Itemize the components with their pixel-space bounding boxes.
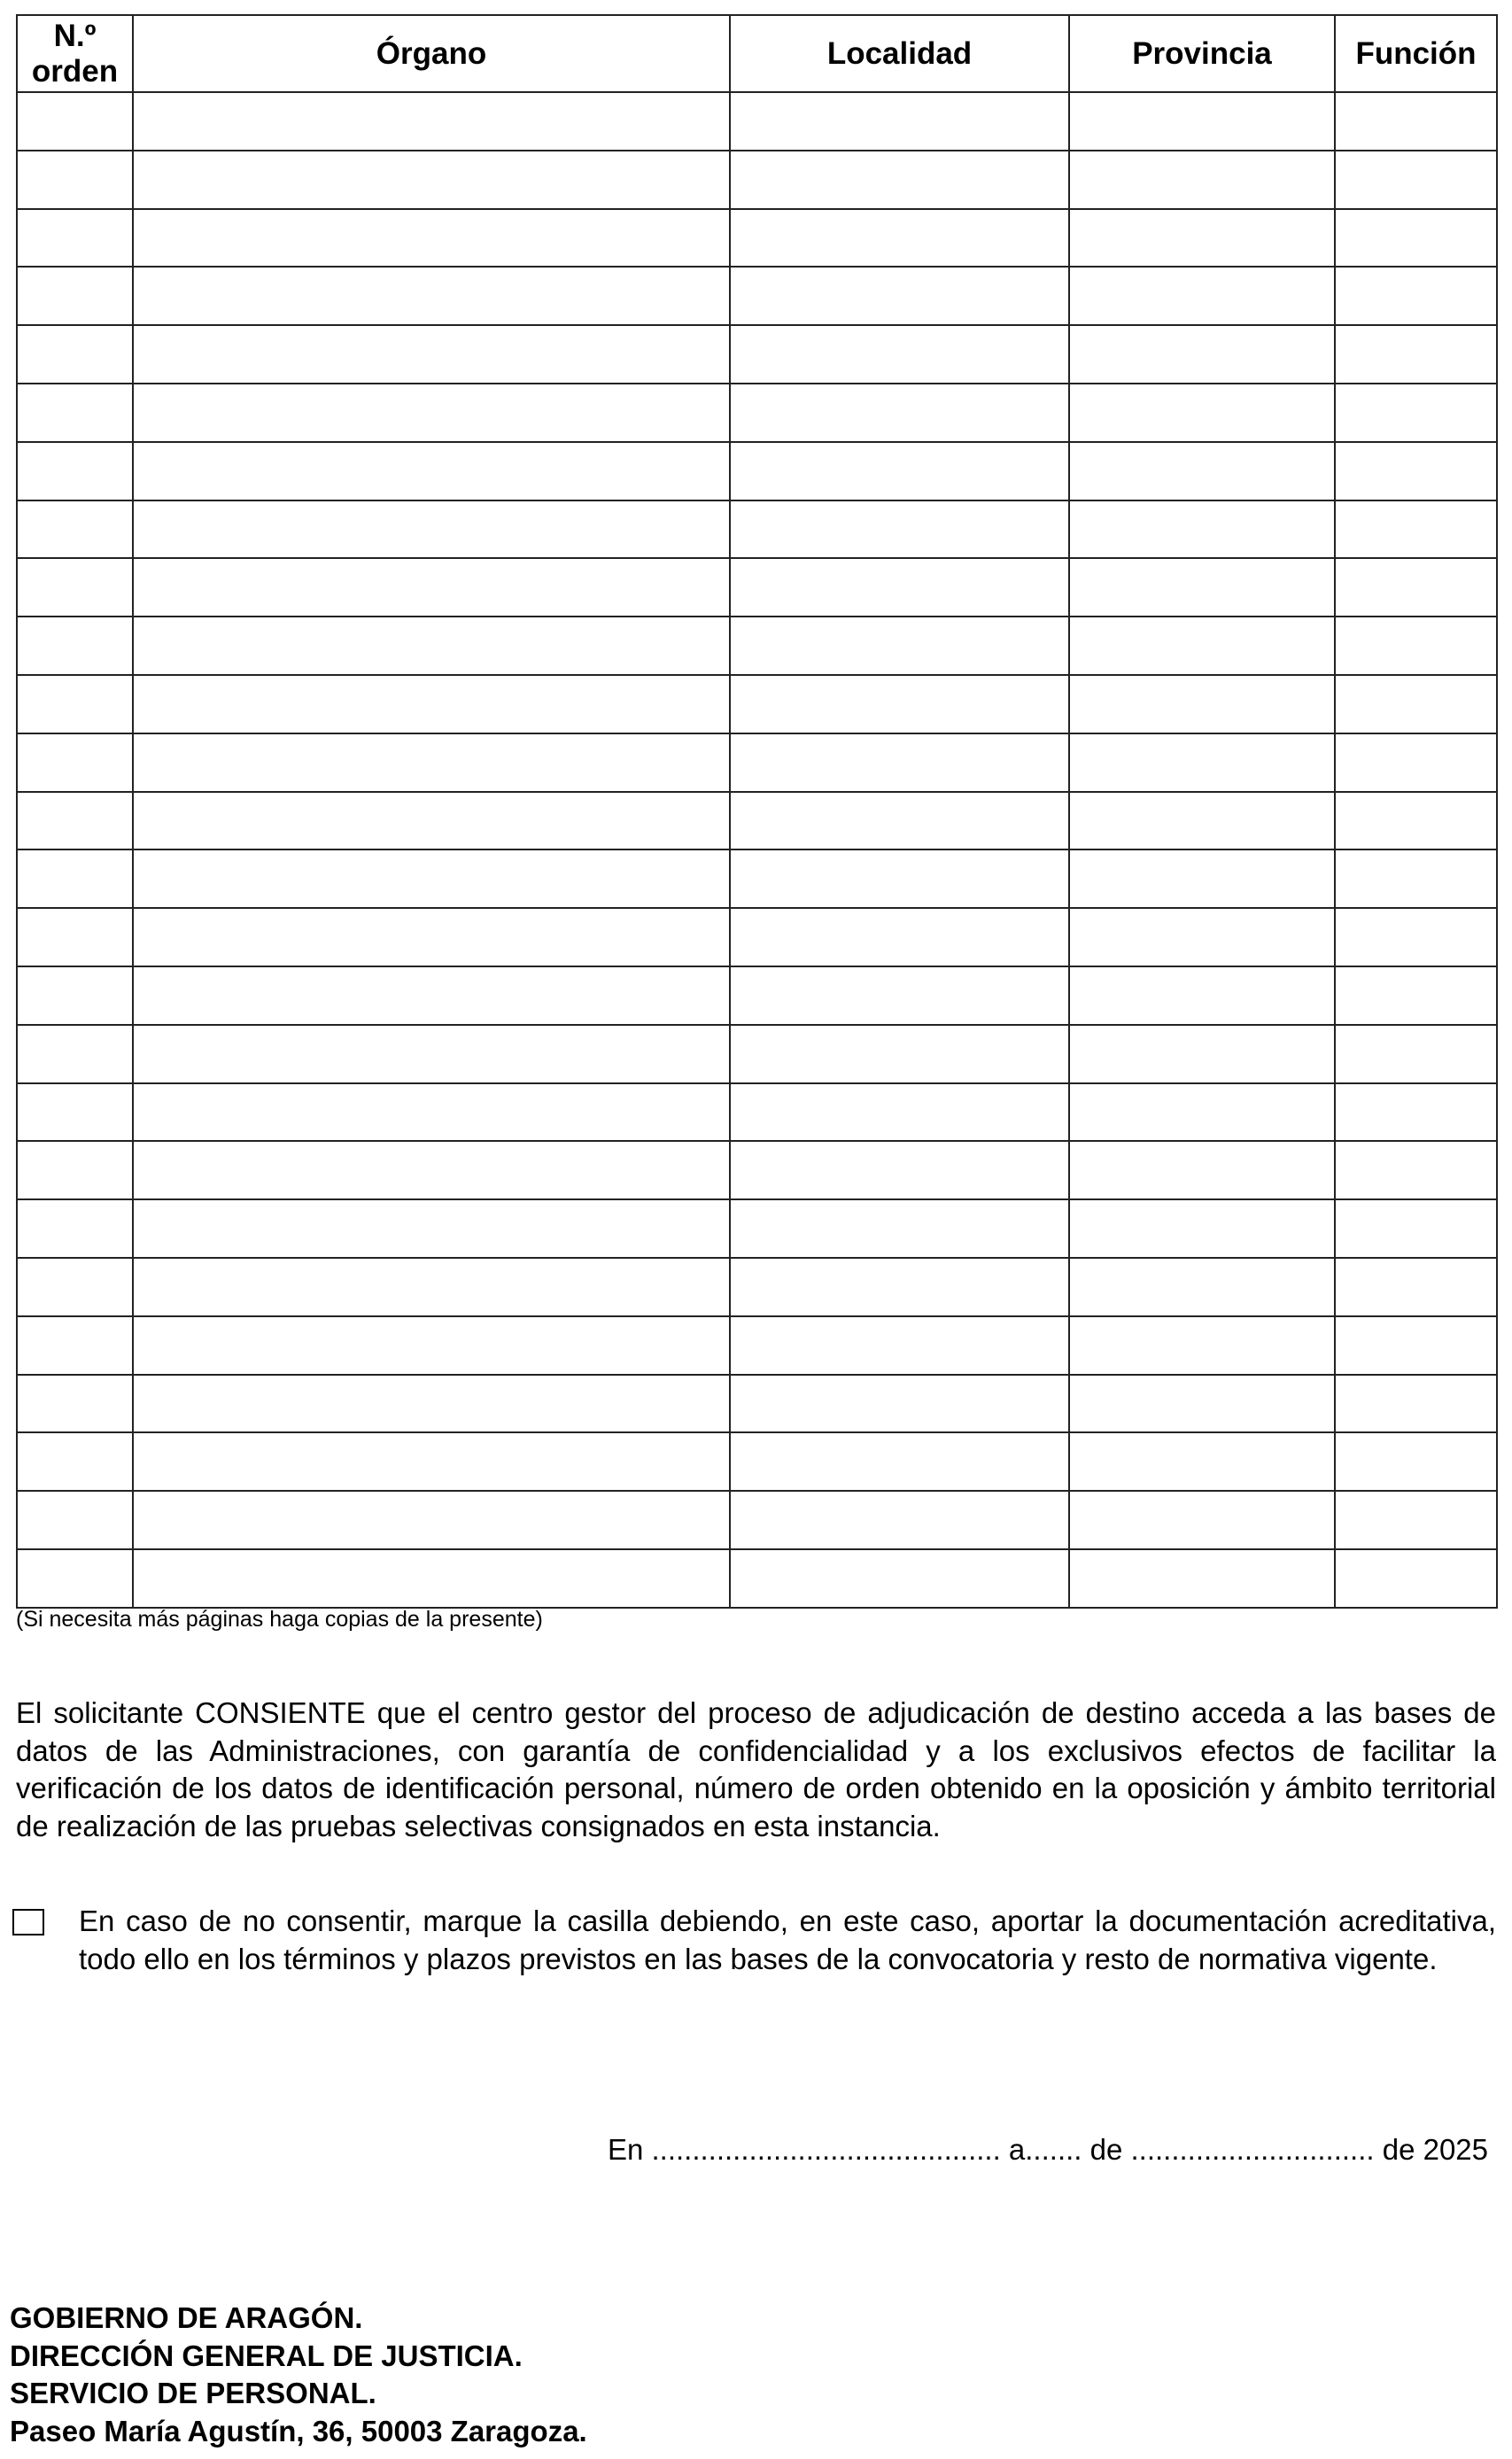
localidad-cell[interactable] <box>730 1083 1069 1142</box>
funcion-cell[interactable] <box>1335 1316 1497 1375</box>
organo-cell[interactable] <box>133 500 730 559</box>
header-organo: Órgano <box>133 15 730 92</box>
organo-cell[interactable] <box>133 849 730 908</box>
provincia-cell[interactable] <box>1069 442 1335 500</box>
provincia-cell[interactable] <box>1069 1199 1335 1258</box>
funcion-cell[interactable] <box>1335 792 1497 850</box>
localidad-cell[interactable] <box>730 1549 1069 1608</box>
localidad-cell[interactable] <box>730 1375 1069 1433</box>
provincia-cell[interactable] <box>1069 1491 1335 1549</box>
organo-cell[interactable] <box>133 1258 730 1316</box>
provincia-cell[interactable] <box>1069 733 1335 792</box>
table-row <box>17 733 1497 792</box>
order-number-cell[interactable] <box>17 1141 133 1199</box>
funcion-cell[interactable] <box>1335 966 1497 1025</box>
order-number-cell[interactable] <box>17 558 133 617</box>
organo-cell[interactable] <box>133 792 730 850</box>
localidad-cell[interactable] <box>730 92 1069 151</box>
table-header-row <box>17 15 1497 92</box>
organo-cell[interactable] <box>133 267 730 325</box>
localidad-cell[interactable] <box>730 500 1069 559</box>
organo-cell[interactable] <box>133 617 730 675</box>
order-number-cell[interactable] <box>17 1375 133 1433</box>
funcion-cell[interactable] <box>1335 849 1497 908</box>
provincia-cell[interactable] <box>1069 849 1335 908</box>
table-row <box>17 617 1497 675</box>
order-number-cell[interactable] <box>17 325 133 384</box>
funcion-cell[interactable] <box>1335 151 1497 209</box>
organo-cell[interactable] <box>133 151 730 209</box>
table-row <box>17 151 1497 209</box>
provincia-cell[interactable] <box>1069 1375 1335 1433</box>
table-row <box>17 1083 1497 1142</box>
order-number-cell[interactable] <box>17 617 133 675</box>
localidad-cell[interactable] <box>730 1491 1069 1549</box>
provincia-cell[interactable] <box>1069 267 1335 325</box>
provincia-cell[interactable] <box>1069 792 1335 850</box>
localidad-cell[interactable] <box>730 792 1069 850</box>
table-row <box>17 908 1497 966</box>
order-number-cell[interactable] <box>17 1199 133 1258</box>
table-row <box>17 1375 1497 1433</box>
organo-cell[interactable] <box>133 1549 730 1608</box>
localidad-cell[interactable] <box>730 267 1069 325</box>
localidad-cell[interactable] <box>730 617 1069 675</box>
localidad-cell[interactable] <box>730 1316 1069 1375</box>
funcion-cell[interactable] <box>1335 1375 1497 1433</box>
provincia-cell[interactable] <box>1069 1258 1335 1316</box>
table-row <box>17 675 1497 733</box>
organo-cell[interactable] <box>133 1432 730 1491</box>
localidad-cell[interactable] <box>730 1199 1069 1258</box>
localidad-cell[interactable] <box>730 966 1069 1025</box>
localidad-cell[interactable] <box>730 209 1069 268</box>
provincia-cell[interactable] <box>1069 384 1335 442</box>
table-row <box>17 1258 1497 1316</box>
provincia-cell[interactable] <box>1069 966 1335 1025</box>
organo-cell[interactable] <box>133 1316 730 1375</box>
header-funcion: Función <box>1335 15 1497 92</box>
date-place-line: En ........................................... a....... de .............................. de 2025 <box>607 2133 1488 2166</box>
organo-cell[interactable] <box>133 384 730 442</box>
funcion-cell[interactable] <box>1335 675 1497 733</box>
funcion-cell[interactable] <box>1335 558 1497 617</box>
order-number-cell[interactable] <box>17 908 133 966</box>
organo-cell[interactable] <box>133 92 730 151</box>
provincia-cell[interactable] <box>1069 675 1335 733</box>
localidad-cell[interactable] <box>730 675 1069 733</box>
order-number-cell[interactable] <box>17 209 133 268</box>
footer-line: SERVICIO DE PERSONAL. <box>10 2377 376 2410</box>
provincia-cell[interactable] <box>1069 1141 1335 1199</box>
funcion-cell[interactable] <box>1335 733 1497 792</box>
table-row <box>17 1316 1497 1375</box>
table-row <box>17 1141 1497 1199</box>
table-row <box>17 1549 1497 1608</box>
localidad-cell[interactable] <box>730 325 1069 384</box>
provincia-cell[interactable] <box>1069 1083 1335 1142</box>
organo-cell[interactable] <box>133 442 730 500</box>
organo-cell[interactable] <box>133 1141 730 1199</box>
funcion-cell[interactable] <box>1335 1141 1497 1199</box>
funcion-cell[interactable] <box>1335 500 1497 559</box>
funcion-cell[interactable] <box>1335 267 1497 325</box>
funcion-cell[interactable] <box>1335 442 1497 500</box>
localidad-cell[interactable] <box>730 1025 1069 1083</box>
table-row <box>17 1432 1497 1491</box>
organo-cell[interactable] <box>133 558 730 617</box>
organo-cell[interactable] <box>133 908 730 966</box>
funcion-cell[interactable] <box>1335 325 1497 384</box>
header-order-number: N.º orden <box>17 15 133 92</box>
localidad-cell[interactable] <box>730 558 1069 617</box>
funcion-cell[interactable] <box>1335 1083 1497 1142</box>
destinations-table <box>16 14 1498 1609</box>
order-number-cell[interactable] <box>17 1491 133 1549</box>
order-number-cell[interactable] <box>17 267 133 325</box>
footer-line: GOBIERNO DE ARAGÓN. <box>10 2301 363 2334</box>
organo-cell[interactable] <box>133 1025 730 1083</box>
header-provincia: Provincia <box>1069 15 1335 92</box>
no-consent-paragraph: En caso de no consentir, marque la casilla debiendo, en este caso, aportar la documentación acreditativa, todo ello en los términos y plazos previstos en las bases de la convocatoria y resto de normativa vigente. <box>79 1904 1496 1975</box>
order-number-cell[interactable] <box>17 1316 133 1375</box>
order-number-cell[interactable] <box>17 92 133 151</box>
order-number-cell[interactable] <box>17 151 133 209</box>
localidad-cell[interactable] <box>730 1258 1069 1316</box>
organo-cell[interactable] <box>133 1199 730 1258</box>
consent-paragraph: El solicitante CONSIENTE que el centro gestor del proceso de adjudicación de destino acceda a las bases de datos de las Administraciones, con garantía de confidencialidad y a los exclusivos efectos de facilitar la verificación de los datos de identificación personal, número de orden obtenido en la oposición y ámbito territorial de realización de las pruebas selectivas consignados en esta instancia. <box>16 1696 1496 1843</box>
funcion-cell[interactable] <box>1335 384 1497 442</box>
order-number-cell[interactable] <box>17 500 133 559</box>
funcion-cell[interactable] <box>1335 908 1497 966</box>
footer-address <box>10 2300 587 2451</box>
funcion-cell[interactable] <box>1335 209 1497 268</box>
provincia-cell[interactable] <box>1069 1549 1335 1608</box>
localidad-cell[interactable] <box>730 151 1069 209</box>
table-row <box>17 1199 1497 1258</box>
provincia-cell[interactable] <box>1069 209 1335 268</box>
localidad-cell[interactable] <box>730 733 1069 792</box>
organo-cell[interactable] <box>133 1375 730 1433</box>
footer-line: Paseo María Agustín, 36, 50003 Zaragoza. <box>10 2415 587 2448</box>
provincia-cell[interactable] <box>1069 92 1335 151</box>
provincia-cell[interactable] <box>1069 908 1335 966</box>
table-row <box>17 1491 1497 1549</box>
provincia-cell[interactable] <box>1069 325 1335 384</box>
provincia-cell[interactable] <box>1069 1025 1335 1083</box>
localidad-cell[interactable] <box>730 384 1069 442</box>
order-number-cell[interactable] <box>17 849 133 908</box>
provincia-cell[interactable] <box>1069 1316 1335 1375</box>
provincia-cell[interactable] <box>1069 500 1335 559</box>
funcion-cell[interactable] <box>1335 1549 1497 1608</box>
table-row <box>17 966 1497 1025</box>
order-number-cell[interactable] <box>17 733 133 792</box>
organo-cell[interactable] <box>133 966 730 1025</box>
organo-cell[interactable] <box>133 1491 730 1549</box>
localidad-cell[interactable] <box>730 442 1069 500</box>
header-localidad: Localidad <box>730 15 1069 92</box>
organo-cell[interactable] <box>133 325 730 384</box>
table-row <box>17 849 1497 908</box>
organo-cell[interactable] <box>133 675 730 733</box>
order-number-cell[interactable] <box>17 1549 133 1608</box>
order-number-cell[interactable] <box>17 1025 133 1083</box>
table-row <box>17 92 1497 151</box>
order-number-cell[interactable] <box>17 675 133 733</box>
table-row <box>17 558 1497 617</box>
table-row <box>17 384 1497 442</box>
funcion-cell[interactable] <box>1335 617 1497 675</box>
funcion-cell[interactable] <box>1335 1432 1497 1491</box>
order-number-cell[interactable] <box>17 442 133 500</box>
footer-line: DIRECCIÓN GENERAL DE JUSTICIA. <box>10 2339 523 2372</box>
funcion-cell[interactable] <box>1335 1199 1497 1258</box>
order-number-cell[interactable] <box>17 1258 133 1316</box>
provincia-cell[interactable] <box>1069 617 1335 675</box>
table-row <box>17 325 1497 384</box>
table-row <box>17 500 1497 559</box>
localidad-cell[interactable] <box>730 908 1069 966</box>
no-consent-checkbox[interactable] <box>12 1909 44 1935</box>
order-number-cell[interactable] <box>17 966 133 1025</box>
table-row <box>17 267 1497 325</box>
funcion-cell[interactable] <box>1335 1025 1497 1083</box>
copies-note: (Si necesita más páginas haga copias de la presente) <box>16 1607 543 1632</box>
order-number-cell[interactable] <box>17 384 133 442</box>
provincia-cell[interactable] <box>1069 151 1335 209</box>
organo-cell[interactable] <box>133 1083 730 1142</box>
order-number-cell[interactable] <box>17 1432 133 1491</box>
table-row <box>17 209 1497 268</box>
localidad-cell[interactable] <box>730 849 1069 908</box>
order-number-cell[interactable] <box>17 792 133 850</box>
localidad-cell[interactable] <box>730 1141 1069 1199</box>
localidad-cell[interactable] <box>730 1432 1069 1491</box>
table-row <box>17 442 1497 500</box>
provincia-cell[interactable] <box>1069 1432 1335 1491</box>
funcion-cell[interactable] <box>1335 1258 1497 1316</box>
organo-cell[interactable] <box>133 209 730 268</box>
organo-cell[interactable] <box>133 733 730 792</box>
order-number-cell[interactable] <box>17 1083 133 1142</box>
funcion-cell[interactable] <box>1335 92 1497 151</box>
table-row <box>17 1025 1497 1083</box>
table-row <box>17 792 1497 850</box>
provincia-cell[interactable] <box>1069 558 1335 617</box>
funcion-cell[interactable] <box>1335 1491 1497 1549</box>
